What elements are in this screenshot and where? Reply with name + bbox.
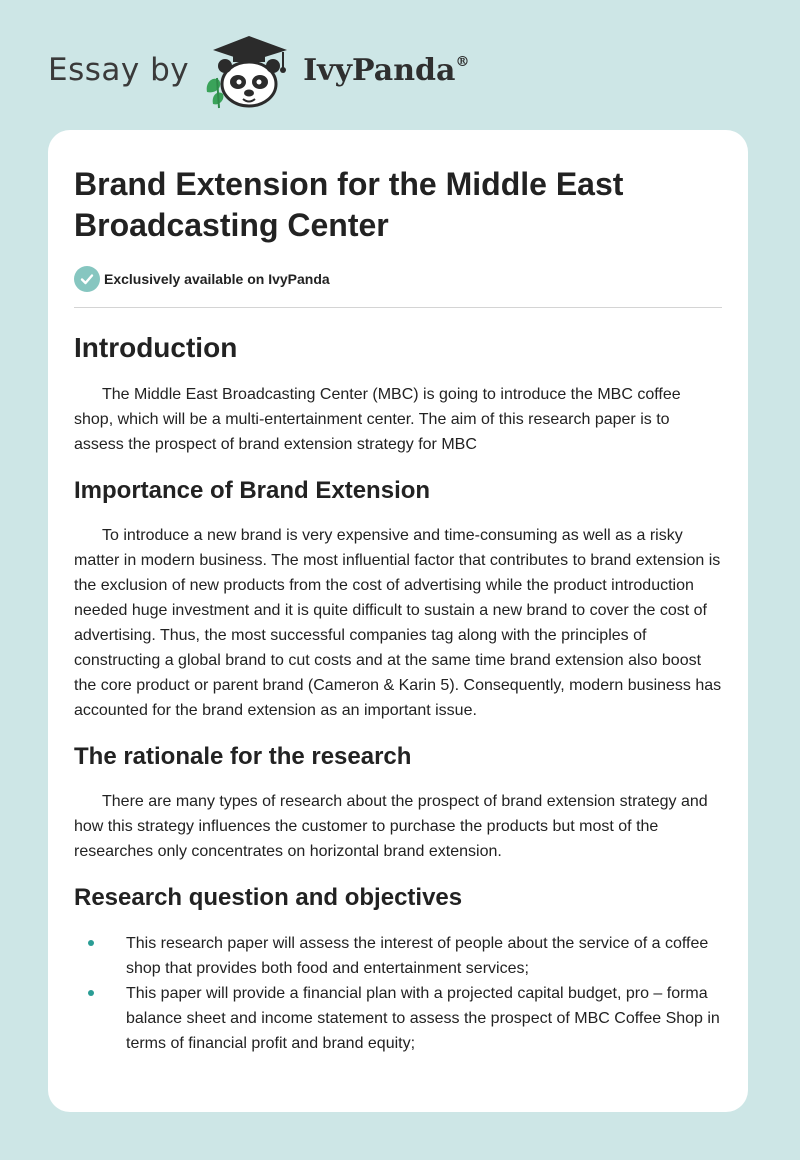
- section-paragraph-rationale: There are many types of research about the prospect of brand extension strategy and how this strategy influences the customer to purchase the products but most of the researches only concentrates on horizontal brand extension.: [74, 793, 708, 860]
- logo-wordmark[interactable]: [303, 53, 469, 88]
- section-heading-objectives: Research question and objectives: [74, 884, 463, 911]
- registered-mark: ®: [455, 53, 470, 70]
- bullet-icon: [88, 940, 94, 946]
- list-item: [74, 931, 722, 981]
- article-card: [48, 130, 748, 1112]
- list-item-text: This paper will provide a financial plan with a projected capital budget, pro – forma balance sheet and income statement to assess the prospect of MBC Coffee Shop in terms of financial profit and brand equity;: [126, 985, 720, 1052]
- exclusive-label: Exclusively available on IvyPanda: [104, 271, 330, 287]
- list-item-text: This research paper will assess the interest of people about the service of a coffee shop that provides both food and entertainment services;: [126, 935, 709, 977]
- exclusive-badge: [74, 266, 722, 308]
- section-heading-introduction: Introduction: [74, 332, 238, 363]
- logo-name: IvyPanda: [303, 52, 456, 88]
- panda-graduate-icon: [203, 30, 295, 110]
- bullet-icon: [88, 990, 94, 996]
- essay-by-label: Essay by: [48, 52, 190, 88]
- section-heading-importance: Importance of Brand Extension: [74, 477, 431, 504]
- section-paragraph-importance: To introduce a new brand is very expensive and time-consuming as well as a risky matter in modern business. The most influential factor that contributes to brand extension is the exclusion of new products from the cost of advertising while the product introduction needed huge investment and it is quite difficult to sustain a new brand to cover the cost of advertising. Thus, the most successful companies tag along with the principles of constructing a global brand to cut costs and at the same time brand extension also boost the core product or parent brand (Cameron & Karin 5). Consequently, modern business has accounted for the brand extension as an important issue.: [74, 527, 722, 719]
- page-title: Brand Extension for the Middle East Broadcasting Center: [74, 166, 624, 243]
- list-item: [74, 981, 722, 1056]
- section-paragraph-introduction: The Middle East Broadcasting Center (MBC) is going to introduce the MBC coffee shop, which will be a multi-entertainment center. The aim of this research paper is to assess the prospect of brand extension strategy for MBC: [74, 386, 681, 453]
- objectives-list: [74, 931, 722, 1056]
- check-icon: [74, 266, 100, 292]
- section-heading-rationale: The rationale for the research: [74, 743, 412, 770]
- site-header: [48, 30, 469, 110]
